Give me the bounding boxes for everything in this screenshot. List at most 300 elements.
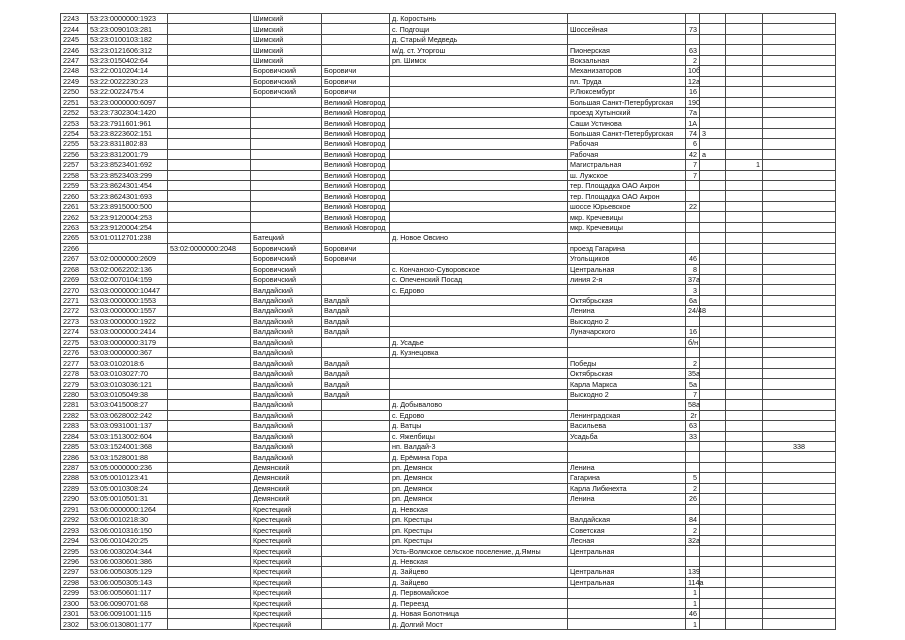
cell-structure <box>726 567 763 577</box>
cell-other-cadastral-number <box>168 588 251 598</box>
cell-structure <box>726 97 763 107</box>
cell-other-cadastral-number <box>168 348 251 358</box>
cell-cadastral-number: 53:23:0150402:64 <box>88 55 168 65</box>
cell-settlement <box>390 306 568 316</box>
table-row <box>61 306 836 316</box>
cell-district <box>251 222 322 232</box>
cell-settlement: рп. Крестцы <box>390 515 568 525</box>
cell-extra <box>763 421 836 431</box>
cell-building <box>700 160 726 170</box>
cell-district: Боровичский <box>251 76 322 86</box>
cell-city: Боровичи <box>322 87 390 97</box>
cell-house: 7 <box>686 170 700 180</box>
cell-street: Вокзальная <box>568 55 686 65</box>
cell-row-number: 2275 <box>61 337 88 347</box>
table-row <box>61 243 836 253</box>
cell-building <box>700 431 726 441</box>
cell-house: 32а <box>686 535 700 545</box>
table-row <box>61 87 836 97</box>
cell-settlement: м/д. ст. Уторгош <box>390 45 568 55</box>
cell-other-cadastral-number <box>168 66 251 76</box>
cell-city: Великий Новгород <box>322 181 390 191</box>
cell-extra <box>763 97 836 107</box>
cell-city <box>322 535 390 545</box>
table-row <box>61 546 836 556</box>
cell-building <box>700 139 726 149</box>
cell-other-cadastral-number <box>168 316 251 326</box>
cell-other-cadastral-number <box>168 327 251 337</box>
cell-structure <box>726 45 763 55</box>
cell-row-number: 2293 <box>61 525 88 535</box>
cell-extra <box>763 181 836 191</box>
cell-other-cadastral-number <box>168 87 251 97</box>
cell-settlement <box>390 149 568 159</box>
cell-row-number: 2269 <box>61 274 88 284</box>
cell-cadastral-number: 53:23:8311802:83 <box>88 139 168 149</box>
cell-building <box>700 97 726 107</box>
table-row <box>61 76 836 86</box>
cell-cadastral-number: 53:23:8624301:454 <box>88 181 168 191</box>
cell-extra <box>763 515 836 525</box>
cell-row-number: 2245 <box>61 34 88 44</box>
cell-other-cadastral-number <box>168 24 251 34</box>
cell-other-cadastral-number <box>168 233 251 243</box>
cell-structure <box>726 254 763 264</box>
table-row <box>61 14 836 24</box>
cell-cadastral-number: 53:05:0010123:41 <box>88 473 168 483</box>
cell-row-number: 2255 <box>61 139 88 149</box>
cell-city: Боровичи <box>322 76 390 86</box>
cell-row-number: 2272 <box>61 306 88 316</box>
cell-city <box>322 577 390 587</box>
cell-district: Валдайский <box>251 421 322 431</box>
table-row <box>61 233 836 243</box>
cell-row-number: 2258 <box>61 170 88 180</box>
cell-row-number: 2248 <box>61 66 88 76</box>
cell-row-number: 2287 <box>61 462 88 472</box>
cell-row-number: 2276 <box>61 348 88 358</box>
cell-structure <box>726 212 763 222</box>
cell-building <box>700 212 726 222</box>
cell-settlement <box>390 327 568 337</box>
cell-cadastral-number: 53:23:9120004:254 <box>88 222 168 232</box>
cell-district <box>251 212 322 222</box>
cell-other-cadastral-number <box>168 556 251 566</box>
cell-house: 58а <box>686 400 700 410</box>
cell-building <box>700 452 726 462</box>
cell-district: Крестецкий <box>251 588 322 598</box>
cell-settlement: нп. Валдай-3 <box>390 441 568 451</box>
table-row <box>61 483 836 493</box>
cell-extra <box>763 535 836 545</box>
cell-building <box>700 274 726 284</box>
table-row <box>61 619 836 629</box>
cell-cadastral-number: 53:06:0000000:1264 <box>88 504 168 514</box>
cell-city <box>322 348 390 358</box>
cell-city <box>322 264 390 274</box>
cell-city <box>322 598 390 608</box>
cell-row-number: 2257 <box>61 160 88 170</box>
cell-district: Демянский <box>251 494 322 504</box>
cell-cadastral-number: 53:23:8223602:151 <box>88 128 168 138</box>
cell-extra <box>763 400 836 410</box>
cell-street: Р.Люксембург <box>568 87 686 97</box>
cell-building <box>700 45 726 55</box>
cell-house: 5а <box>686 379 700 389</box>
cell-row-number: 2288 <box>61 473 88 483</box>
cell-cadastral-number: 53:03:0000000:1557 <box>88 306 168 316</box>
cell-settlement <box>390 87 568 97</box>
cell-street: Саши Устинова <box>568 118 686 128</box>
cell-extra <box>763 222 836 232</box>
cell-district: Шимский <box>251 14 322 24</box>
cell-settlement: рп. Крестцы <box>390 535 568 545</box>
cell-street: Гагарина <box>568 473 686 483</box>
cell-street: Луначарского <box>568 327 686 337</box>
cell-other-cadastral-number <box>168 535 251 545</box>
cell-other-cadastral-number <box>168 264 251 274</box>
cell-house: 74 <box>686 128 700 138</box>
cell-city: Великий Новгород <box>322 139 390 149</box>
cell-building <box>700 504 726 514</box>
cell-extra <box>763 212 836 222</box>
cell-house: 2г <box>686 410 700 420</box>
cell-settlement: рп. Демянск <box>390 494 568 504</box>
cell-extra <box>763 379 836 389</box>
cell-house: 2 <box>686 483 700 493</box>
cell-street: тер. Площадка ОАО Акрон <box>568 191 686 201</box>
cell-house: 10б <box>686 66 700 76</box>
cell-cadastral-number: 53:06:0130801:177 <box>88 619 168 629</box>
cell-structure <box>726 306 763 316</box>
table-row <box>61 441 836 451</box>
cell-district: Шимский <box>251 55 322 65</box>
cell-settlement <box>390 128 568 138</box>
cell-row-number: 2291 <box>61 504 88 514</box>
cell-settlement: д. Переезд <box>390 598 568 608</box>
cell-cadastral-number: 53:06:0091001:115 <box>88 608 168 618</box>
cell-building <box>700 515 726 525</box>
cell-house: 1 <box>686 619 700 629</box>
cell-structure <box>726 535 763 545</box>
cell-street: мкр. Кречевицы <box>568 212 686 222</box>
cell-settlement: рп. Крестцы <box>390 525 568 535</box>
cell-extra <box>763 118 836 128</box>
cell-extra <box>763 348 836 358</box>
cell-extra <box>763 191 836 201</box>
cell-row-number: 2298 <box>61 577 88 587</box>
cell-building <box>700 222 726 232</box>
cell-building <box>700 556 726 566</box>
table-row <box>61 515 836 525</box>
cell-extra <box>763 483 836 493</box>
cell-settlement: д. Старый Медведь <box>390 34 568 44</box>
cell-street: мкр. Кречевицы <box>568 222 686 232</box>
cell-cadastral-number: 53:03:1528001:88 <box>88 452 168 462</box>
cell-extra <box>763 504 836 514</box>
cell-district: Крестецкий <box>251 525 322 535</box>
cell-street: пл. Труда <box>568 76 686 86</box>
table-row <box>61 504 836 514</box>
cell-structure <box>726 66 763 76</box>
cell-row-number: 2259 <box>61 181 88 191</box>
cell-other-cadastral-number <box>168 149 251 159</box>
cell-city: Великий Новгород <box>322 107 390 117</box>
cell-structure: 1 <box>726 160 763 170</box>
cell-cadastral-number: 53:03:0000000:1922 <box>88 316 168 326</box>
cell-house: 2 <box>686 358 700 368</box>
cell-settlement: Усть-Волмское сельское поселение, д.Ямны <box>390 546 568 556</box>
cell-house: 12а <box>686 76 700 86</box>
cell-structure <box>726 598 763 608</box>
cell-building <box>700 233 726 243</box>
cell-row-number: 2247 <box>61 55 88 65</box>
cell-row-number: 2251 <box>61 97 88 107</box>
cell-city <box>322 483 390 493</box>
cell-city <box>322 233 390 243</box>
cell-district <box>251 97 322 107</box>
cell-row-number: 2260 <box>61 191 88 201</box>
cell-house: 190 <box>686 97 700 107</box>
cell-house: 8 <box>686 264 700 274</box>
cell-other-cadastral-number <box>168 483 251 493</box>
cell-house <box>686 556 700 566</box>
cell-structure <box>726 348 763 358</box>
cell-cadastral-number: 53:05:0010501:31 <box>88 494 168 504</box>
cell-district: Валдайский <box>251 327 322 337</box>
cell-other-cadastral-number <box>168 139 251 149</box>
cell-city <box>322 546 390 556</box>
cell-settlement: с. Едрово <box>390 285 568 295</box>
cell-cadastral-number: 53:06:0050305:129 <box>88 567 168 577</box>
cell-cadastral-number: 53:03:0102018:6 <box>88 358 168 368</box>
table-row <box>61 379 836 389</box>
cell-other-cadastral-number <box>168 608 251 618</box>
cell-street <box>568 400 686 410</box>
cell-cadastral-number: 53:23:8624301:693 <box>88 191 168 201</box>
cell-building <box>700 525 726 535</box>
cell-city: Боровичи <box>322 66 390 76</box>
cell-district: Валдайский <box>251 452 322 462</box>
cell-street: проезд Хутынский <box>568 107 686 117</box>
cell-district: Валдайский <box>251 368 322 378</box>
cell-cadastral-number: 53:02:0070104:159 <box>88 274 168 284</box>
cell-house: 33 <box>686 431 700 441</box>
cell-cadastral-number: 53:03:0103027:70 <box>88 368 168 378</box>
table-row <box>61 337 836 347</box>
cell-cadastral-number: 53:22:0022475:4 <box>88 87 168 97</box>
cell-other-cadastral-number <box>168 107 251 117</box>
cell-other-cadastral-number <box>168 410 251 420</box>
cell-settlement: д. Усадье <box>390 337 568 347</box>
cell-district: Боровичский <box>251 66 322 76</box>
cell-extra <box>763 128 836 138</box>
cell-district: Крестецкий <box>251 504 322 514</box>
cell-structure <box>726 619 763 629</box>
cell-building <box>700 337 726 347</box>
cell-structure <box>726 577 763 587</box>
cell-structure <box>726 181 763 191</box>
cell-building <box>700 66 726 76</box>
cell-extra <box>763 34 836 44</box>
cell-street: Ленинградская <box>568 410 686 420</box>
table-row <box>61 525 836 535</box>
cell-district: Валдайский <box>251 379 322 389</box>
cell-house: 6а <box>686 295 700 305</box>
cell-house: 24/48 <box>686 306 700 316</box>
cell-house: 1А <box>686 118 700 128</box>
table-row <box>61 452 836 462</box>
cell-city <box>322 45 390 55</box>
cell-district: Демянский <box>251 473 322 483</box>
cell-street <box>568 441 686 451</box>
cell-house: 46 <box>686 608 700 618</box>
cell-cadastral-number: 53:06:0010420:25 <box>88 535 168 545</box>
cell-other-cadastral-number <box>168 441 251 451</box>
cell-city <box>322 504 390 514</box>
table-row <box>61 212 836 222</box>
cell-street <box>568 504 686 514</box>
cell-district: Валдайский <box>251 316 322 326</box>
cell-city <box>322 619 390 629</box>
cell-cadastral-number: 53:23:0090103:281 <box>88 24 168 34</box>
cell-district: Крестецкий <box>251 608 322 618</box>
table-row <box>61 358 836 368</box>
cell-district: Крестецкий <box>251 567 322 577</box>
table-row <box>61 473 836 483</box>
cell-settlement <box>390 295 568 305</box>
cell-row-number: 2283 <box>61 421 88 431</box>
cell-extra <box>763 170 836 180</box>
cell-building <box>700 598 726 608</box>
cell-cadastral-number: 53:03:0415008:27 <box>88 400 168 410</box>
cell-row-number: 2285 <box>61 441 88 451</box>
cell-cadastral-number: 53:02:0062202:136 <box>88 264 168 274</box>
cell-extra <box>763 546 836 556</box>
cell-street: Большая Санкт-Петербургская <box>568 97 686 107</box>
cell-city <box>322 410 390 420</box>
cell-street <box>568 285 686 295</box>
cell-street: Ленина <box>568 494 686 504</box>
cell-cadastral-number: 53:06:0030601:386 <box>88 556 168 566</box>
cell-street <box>568 348 686 358</box>
cell-structure <box>726 222 763 232</box>
cell-district: Шимский <box>251 34 322 44</box>
cell-cadastral-number: 53:03:0000000:367 <box>88 348 168 358</box>
cell-other-cadastral-number <box>168 452 251 462</box>
cell-other-cadastral-number <box>168 337 251 347</box>
cell-district: Шимский <box>251 24 322 34</box>
cell-row-number: 2263 <box>61 222 88 232</box>
cell-district: Демянский <box>251 462 322 472</box>
cell-structure <box>726 170 763 180</box>
cell-cadastral-number: 53:22:0022230:23 <box>88 76 168 86</box>
cell-street <box>568 608 686 618</box>
cell-structure <box>726 368 763 378</box>
table-body <box>61 14 836 630</box>
cell-settlement <box>390 212 568 222</box>
cell-extra <box>763 473 836 483</box>
cell-house: 63 <box>686 45 700 55</box>
cell-building <box>700 577 726 587</box>
cell-cadastral-number: 53:05:0000000:236 <box>88 462 168 472</box>
cell-city: Боровичи <box>322 254 390 264</box>
cell-district <box>251 107 322 117</box>
cell-row-number: 2270 <box>61 285 88 295</box>
cell-extra <box>763 274 836 284</box>
cell-extra <box>763 233 836 243</box>
cell-cadastral-number: 53:23:0000000:6097 <box>88 97 168 107</box>
table-row <box>61 181 836 191</box>
cell-row-number: 2267 <box>61 254 88 264</box>
cell-cadastral-number: 53:06:0050601:117 <box>88 588 168 598</box>
cell-extra <box>763 149 836 159</box>
cell-district: Батецкий <box>251 233 322 243</box>
cell-cadastral-number: 53:01:0112701:238 <box>88 233 168 243</box>
cell-street <box>568 619 686 629</box>
cell-house: 16 <box>686 87 700 97</box>
cell-district: Боровичский <box>251 87 322 97</box>
table-row <box>61 577 836 587</box>
cell-building <box>700 87 726 97</box>
cell-building <box>700 55 726 65</box>
cell-extra <box>763 76 836 86</box>
cell-extra <box>763 494 836 504</box>
cell-structure <box>726 515 763 525</box>
cell-row-number: 2256 <box>61 149 88 159</box>
cell-house: 63 <box>686 421 700 431</box>
cell-settlement: с. Едрово <box>390 410 568 420</box>
cell-extra <box>763 389 836 399</box>
cell-street: Центральная <box>568 546 686 556</box>
cell-house: 114а <box>686 577 700 587</box>
cell-house: 3 <box>686 285 700 295</box>
cell-street: Ленина <box>568 462 686 472</box>
cell-structure <box>726 400 763 410</box>
cell-district: Валдайский <box>251 306 322 316</box>
cell-street: Центральная <box>568 577 686 587</box>
table-row <box>61 45 836 55</box>
cell-building <box>700 379 726 389</box>
cell-row-number: 2300 <box>61 598 88 608</box>
cell-row-number: 2286 <box>61 452 88 462</box>
cell-settlement <box>390 379 568 389</box>
cell-street <box>568 337 686 347</box>
cell-row-number: 2301 <box>61 608 88 618</box>
cell-house: 139 <box>686 567 700 577</box>
cell-settlement: д. Первомайское <box>390 588 568 598</box>
cell-structure <box>726 504 763 514</box>
cell-settlement <box>390 97 568 107</box>
cell-settlement <box>390 201 568 211</box>
cell-district: Боровичский <box>251 274 322 284</box>
cell-settlement: д. Кузнецовка <box>390 348 568 358</box>
cell-extra <box>763 619 836 629</box>
cell-building <box>700 316 726 326</box>
cell-settlement <box>390 243 568 253</box>
cell-extra <box>763 14 836 24</box>
cell-row-number: 2274 <box>61 327 88 337</box>
cell-house: 2 <box>686 55 700 65</box>
cell-other-cadastral-number <box>168 598 251 608</box>
cell-city: Великий Новгород <box>322 149 390 159</box>
cell-settlement: с. Яжелбицы <box>390 431 568 441</box>
cell-city: Валдай <box>322 379 390 389</box>
cell-settlement: рп. Демянск <box>390 483 568 493</box>
cell-extra <box>763 87 836 97</box>
cell-building: а <box>700 149 726 159</box>
cell-district: Валдайский <box>251 295 322 305</box>
